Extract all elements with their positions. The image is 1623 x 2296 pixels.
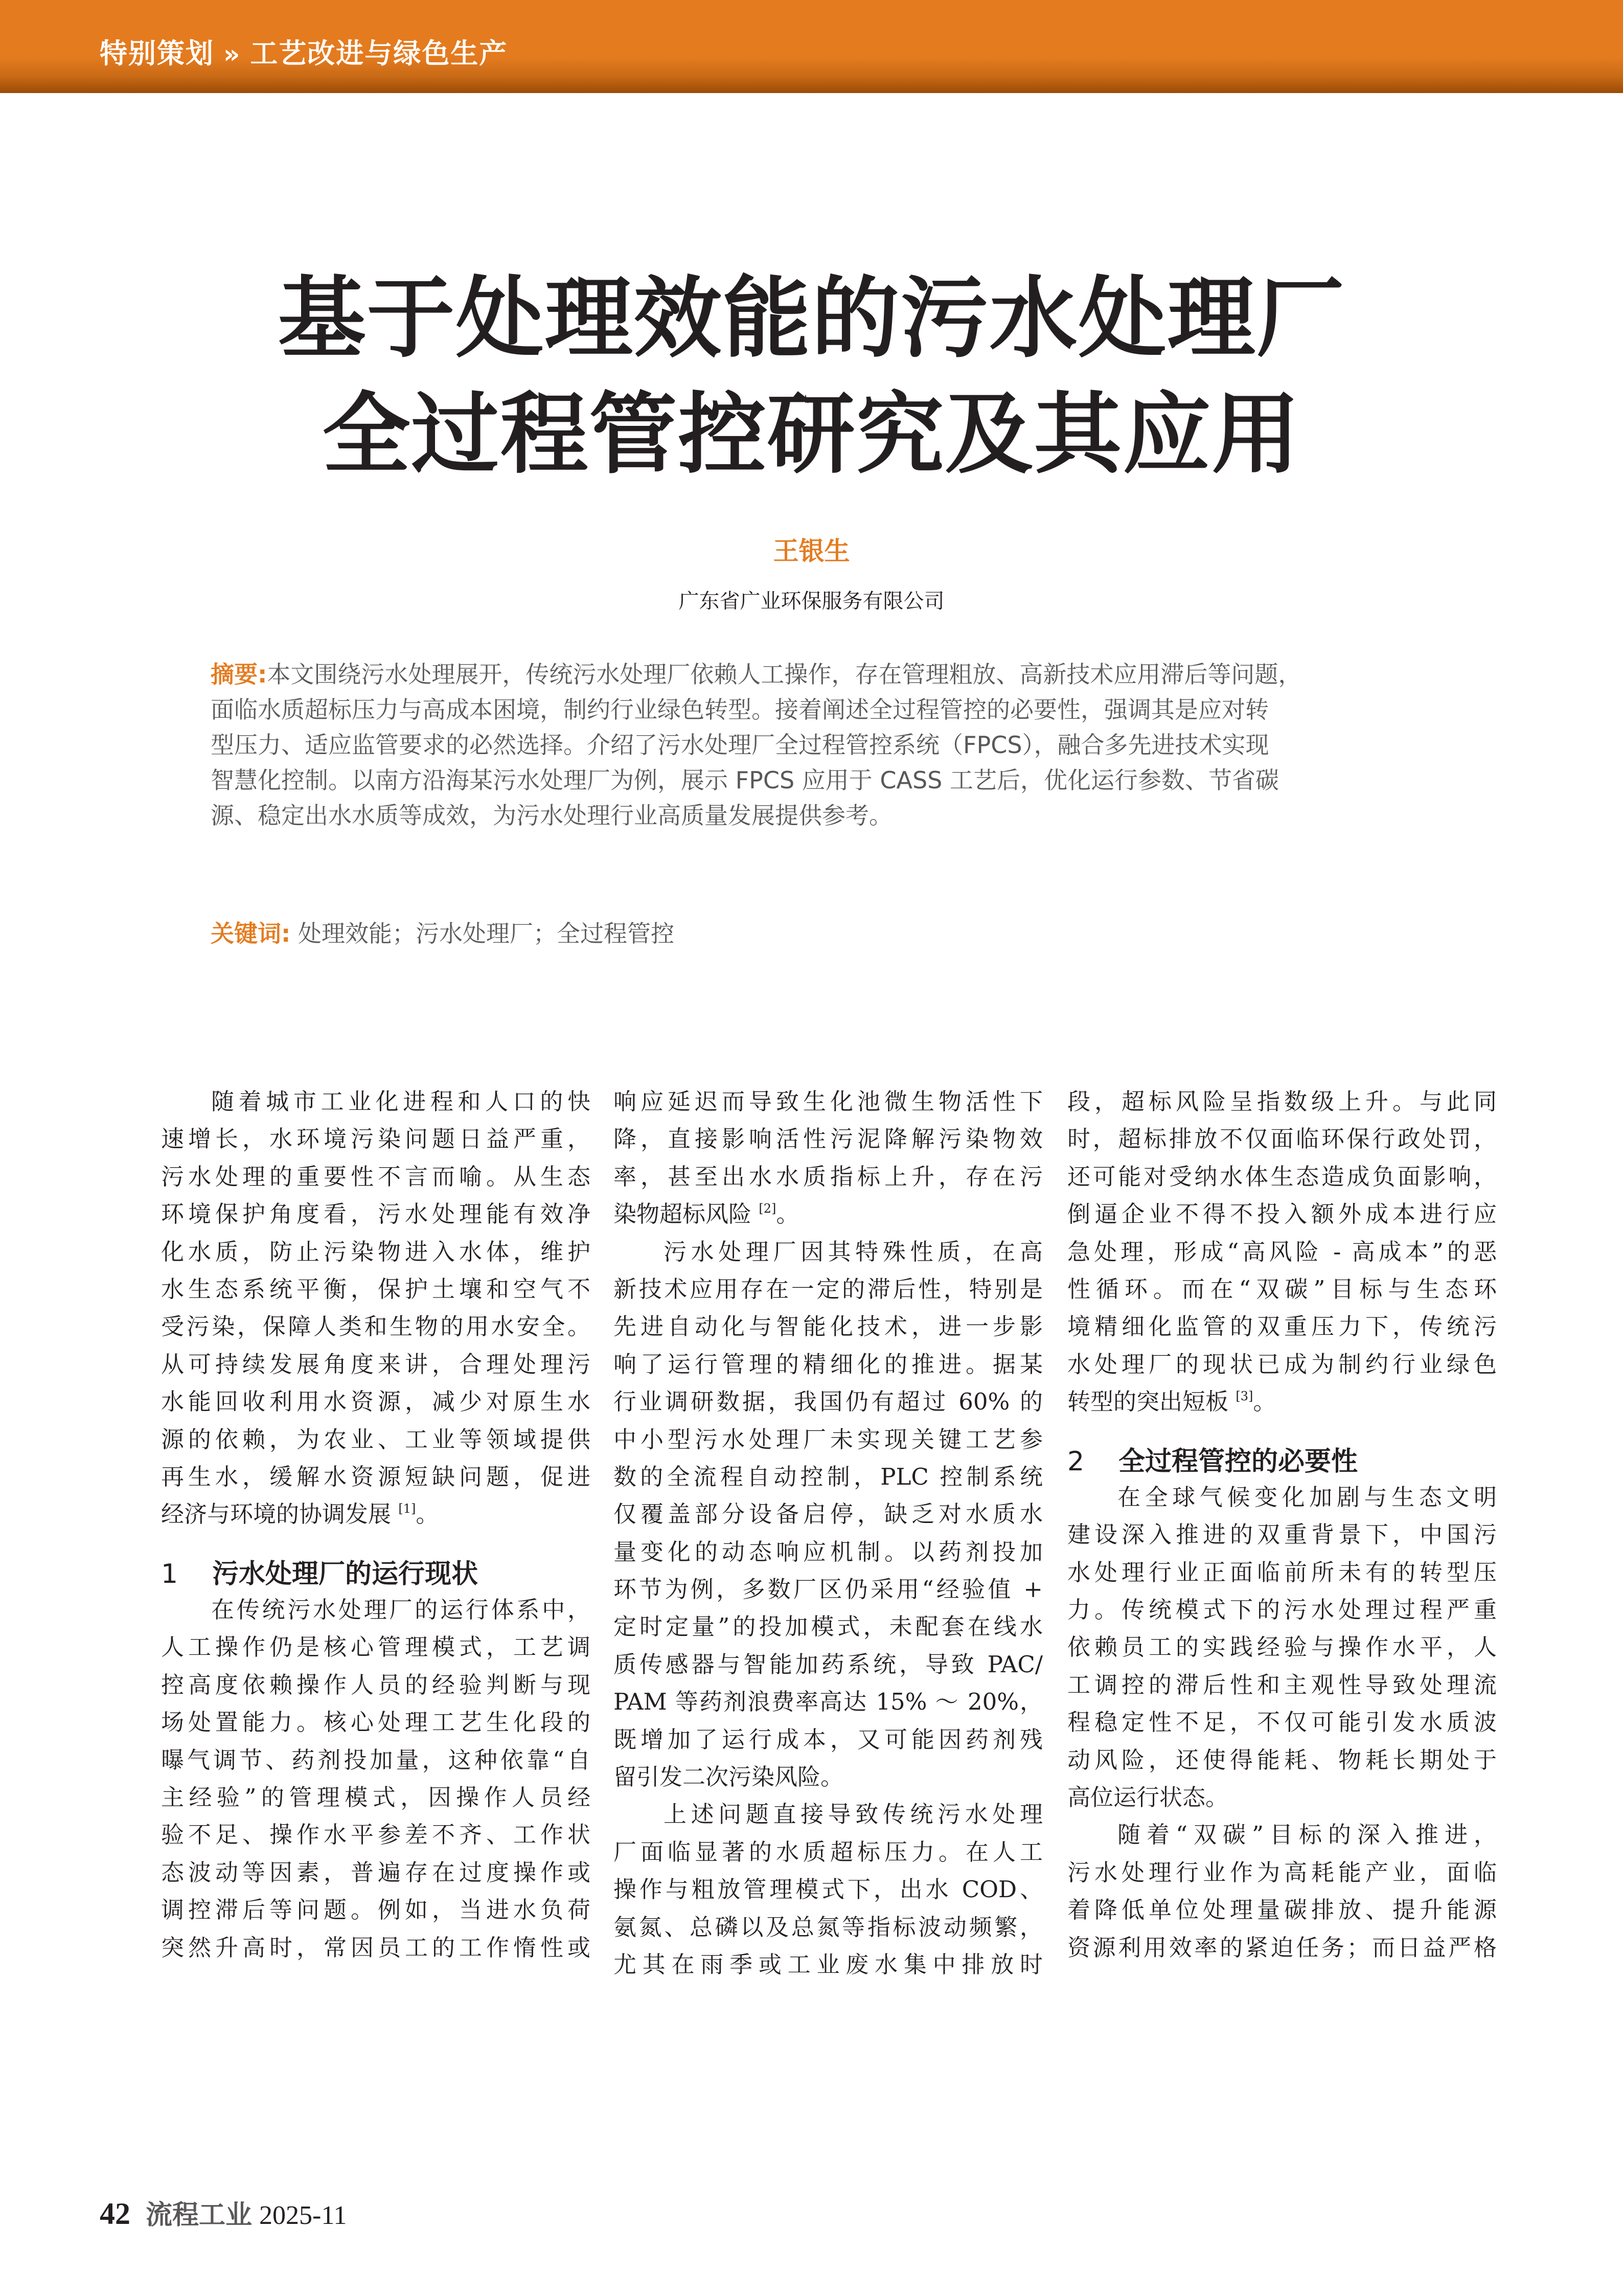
paragraph-line: 力。传统模式下的污水处理过程严重 xyxy=(1067,1596,1497,1624)
abstract-line: 智慧化控制。以南方沿海某污水处理厂为例，展示 FPCS 应用于 CASS 工艺后，优化运行参数、节省碳 xyxy=(211,766,1279,794)
paragraph-line: 再生水，缓解水资源短缺问题，促进 xyxy=(161,1463,590,1490)
page-number: 42 xyxy=(100,2197,130,2231)
paragraph-line: 高位运行状态。 xyxy=(1067,1784,1229,1811)
paragraph-line: 在传统污水处理厂的运行体系中， xyxy=(211,1596,590,1624)
section-breadcrumb xyxy=(100,32,508,71)
paragraph-line: 倒逼企业不得不投入额外成本进行应 xyxy=(1067,1200,1497,1228)
section-header-bar xyxy=(0,0,1623,93)
paragraph-line: 随着“双碳”目标的深入推进， xyxy=(1117,1821,1497,1849)
paragraph-line: 仅覆盖部分设备启停，缺乏对水质水 xyxy=(613,1501,1043,1528)
topic-label: 工艺改进与绿色生产 xyxy=(250,37,508,70)
paragraph-line: 响了运行管理的精细化的推进。据某 xyxy=(613,1350,1043,1378)
paragraph-line: 受污染，保障人类和生物的用水安全。 xyxy=(161,1313,590,1340)
paragraph-line: 速增长，水环境污染问题日益严重， xyxy=(161,1125,590,1153)
body-column-2 xyxy=(613,1083,1043,1983)
paragraph-line: 时，超标排放不仅面临环保行政处罚， xyxy=(1067,1125,1497,1153)
paragraph-line: 环节为例，多数厂区仍采用“经验值 + xyxy=(613,1576,1043,1603)
paragraph-line: 建设深入推进的双重背景下，中国污 xyxy=(1067,1521,1497,1549)
paragraph-line: 污水处理厂因其特殊性质，在高 xyxy=(664,1238,1043,1265)
paragraph-line: 既增加了运行成本，又可能因药剂残 xyxy=(613,1725,1043,1753)
paragraph-line: 率，甚至出水水质指标上升，存在污 xyxy=(613,1163,1043,1190)
paragraph-line: 中小型污水处理厂未实现关键工艺参 xyxy=(613,1425,1043,1453)
paragraph-line: 着降低单位处理量碳排放、提升能源 xyxy=(1067,1896,1497,1924)
paragraph-line: 水处理行业正面临前所未有的转型压 xyxy=(1067,1558,1497,1586)
citation-reference[interactable]: [2] xyxy=(759,1201,776,1216)
paragraph-line: 数的全流程自动控制，PLC 控制系统 xyxy=(613,1463,1043,1490)
paragraph-line: 水生态系统平衡，保护土壤和空气不 xyxy=(161,1275,590,1303)
paragraph-line: 质传感器与智能加药系统，导致 PAC/ xyxy=(613,1650,1043,1678)
keywords-label: 关键词: xyxy=(211,920,291,947)
body-column-1 xyxy=(161,1083,590,1966)
paragraph-line: 工调控的滞后性和主观性导致处理流 xyxy=(1067,1671,1497,1698)
citation-reference[interactable]: [3] xyxy=(1236,1389,1253,1404)
paragraph-line: 主经验”的管理模式，因操作人员经 xyxy=(161,1784,590,1811)
article-title-line-1: 基于处理效能的污水处理厂 xyxy=(278,267,1345,370)
section-spacer xyxy=(161,1533,590,1554)
paragraph-line: 程稳定性不足，不仅可能引发水质波 xyxy=(1067,1709,1497,1736)
abstract-label: 摘要: xyxy=(211,661,267,688)
paragraph-line: 依赖员工的实践经验与操作水平，人 xyxy=(1067,1633,1497,1661)
paragraph-line: 急处理，形成“高风险 - 高成本”的恶 xyxy=(1067,1238,1497,1265)
paragraph-line: 动风险，还使得能耗、物耗长期处于 xyxy=(1067,1746,1497,1774)
paragraph-line: 随着城市工业化进程和人口的快 xyxy=(211,1088,590,1115)
paragraph-line: 性循环。而在“双碳”目标与生态环 xyxy=(1067,1275,1497,1303)
paragraph-line: 水处理厂的现状已成为制约行业绿色 xyxy=(1067,1350,1497,1378)
section-number: 2 xyxy=(1067,1446,1085,1477)
paragraph-line: 环境保护角度看，污水处理能有效净 xyxy=(161,1200,590,1228)
body-column-3 xyxy=(1067,1083,1497,1966)
abstract-line: 型压力、适应监管要求的必然选择。介绍了污水处理厂全过程管控系统（FPCS），融合多先进技术实现 xyxy=(211,731,1269,759)
paragraph-line: 态波动等因素，普遍存在过度操作或 xyxy=(161,1858,590,1886)
abstract-line: 源、稳定出水水质等成效，为污水处理行业高质量发展提供参考。 xyxy=(211,802,893,829)
paragraph-line: 污水处理行业作为高耗能产业，面临 xyxy=(1067,1858,1497,1886)
abstract-line: 面临水质超标压力与高成本困境，制约行业绿色转型。接着阐述全过程管控的必要性，强调其是应对转 xyxy=(211,696,1269,723)
paragraph-line: 降，直接影响活性污泥降解污染物效 xyxy=(613,1125,1043,1153)
paragraph-line: 在全球气候变化加剧与生态文明 xyxy=(1117,1483,1497,1511)
paragraph-line: 调控滞后等问题。例如，当进水负荷 xyxy=(161,1896,590,1924)
paragraph-line: 操作与粗放管理模式下，出水 COD、 xyxy=(613,1876,1043,1903)
section-heading xyxy=(161,1554,590,1591)
paragraph-line: 尤其在雨季或工业废水集中排放时 xyxy=(613,1950,1043,1978)
paragraph-line: 染物超标风险 [2]。 xyxy=(613,1200,799,1228)
paragraph-line: 从可持续发展角度来讲，合理处理污 xyxy=(161,1350,590,1378)
paragraph-line: 人工操作仍是核心管理模式，工艺调 xyxy=(161,1633,590,1661)
paragraph-line: 留引发二次污染风险。 xyxy=(613,1763,844,1791)
paragraph-line: 厂面临显著的水质超标压力。在人工 xyxy=(613,1838,1043,1866)
double-chevron-icon: » xyxy=(223,39,241,69)
abstract-line: 摘要:本文围绕污水处理展开，传统污水处理厂依赖人工操作，存在管理粗放、高新技术应用滞后等问题， xyxy=(211,661,1302,688)
paragraph-line: 还可能对受纳水体生态造成负面影响， xyxy=(1067,1163,1497,1190)
section-spacer xyxy=(1067,1421,1497,1441)
abstract xyxy=(211,657,1453,833)
keywords-text: 处理效能；污水处理厂；全过程管控 xyxy=(298,920,675,947)
paragraph-line: 氨氮、总磷以及总氮等指标波动频繁， xyxy=(613,1913,1043,1941)
page-footer xyxy=(100,2193,347,2232)
paragraph-line: 资源利用效率的紧迫任务；而日益严格 xyxy=(1067,1934,1497,1961)
paragraph-line: 曝气调节、药剂投加量，这种依靠“自 xyxy=(161,1746,590,1774)
paragraph-line: 转型的突出短板 [3]。 xyxy=(1067,1388,1276,1416)
issue-date: 2025-11 xyxy=(259,2201,347,2230)
section-number: 1 xyxy=(161,1558,178,1589)
magazine-name: 流程工业 xyxy=(146,2199,253,2231)
paragraph-line: 定时定量”的投加模式，未配套在线水 xyxy=(613,1613,1043,1641)
paragraph-line: 突然升高时，常因员工的工作惰性或 xyxy=(161,1934,590,1961)
paragraph-line: 先进自动化与智能化技术，进一步影 xyxy=(613,1313,1043,1340)
section-heading xyxy=(1067,1441,1497,1479)
section-title: 全过程管控的必要性 xyxy=(1118,1446,1358,1477)
section-label: 特别策划 xyxy=(100,37,214,70)
paragraph-line: 境精细化监管的双重压力下，传统污 xyxy=(1067,1313,1497,1340)
paragraph-line: 新技术应用存在一定的滞后性，特别是 xyxy=(613,1275,1043,1303)
paragraph-line: 水能回收利用水资源，减少对原生水 xyxy=(161,1388,590,1416)
paragraph-line: 验不足、操作水平参差不齐、工作状 xyxy=(161,1821,590,1849)
section-title: 污水处理厂的运行现状 xyxy=(212,1558,478,1589)
author-affiliation: 广东省广业环保服务有限公司 xyxy=(678,589,945,613)
paragraph-line: 响应延迟而导致生化池微生物活性下 xyxy=(613,1088,1043,1115)
paragraph-line: 源的依赖，为农业、工业等领域提供 xyxy=(161,1425,590,1453)
paragraph-line: 场处置能力。核心处理工艺生化段的 xyxy=(161,1709,590,1736)
paragraph-line: 经济与环境的协调发展 [1]。 xyxy=(161,1501,439,1528)
paragraph-line: 量变化的动态响应机制。以药剂投加 xyxy=(613,1538,1043,1565)
paragraph-line: 化水质，防止污染物进入水体，维护 xyxy=(161,1238,590,1265)
paragraph-line: 行业调研数据，我国仍有超过 60% 的 xyxy=(613,1388,1043,1416)
paragraph-line: 段，超标风险呈指数级上升。与此同 xyxy=(1067,1088,1497,1115)
keywords xyxy=(211,915,674,949)
paragraph-line: 控高度依赖操作人员的经验判断与现 xyxy=(161,1671,590,1698)
paragraph-line: 上述问题直接导致传统污水处理 xyxy=(664,1801,1043,1828)
article-title-line-2: 全过程管控研究及其应用 xyxy=(322,383,1301,486)
paragraph-line: PAM 等药剂浪费率高达 15% ～ 20%， xyxy=(613,1688,1043,1716)
paragraph-line: 污水处理的重要性不言而喻。从生态 xyxy=(161,1163,590,1190)
author-name: 王银生 xyxy=(773,536,850,566)
citation-reference[interactable]: [1] xyxy=(398,1502,416,1516)
